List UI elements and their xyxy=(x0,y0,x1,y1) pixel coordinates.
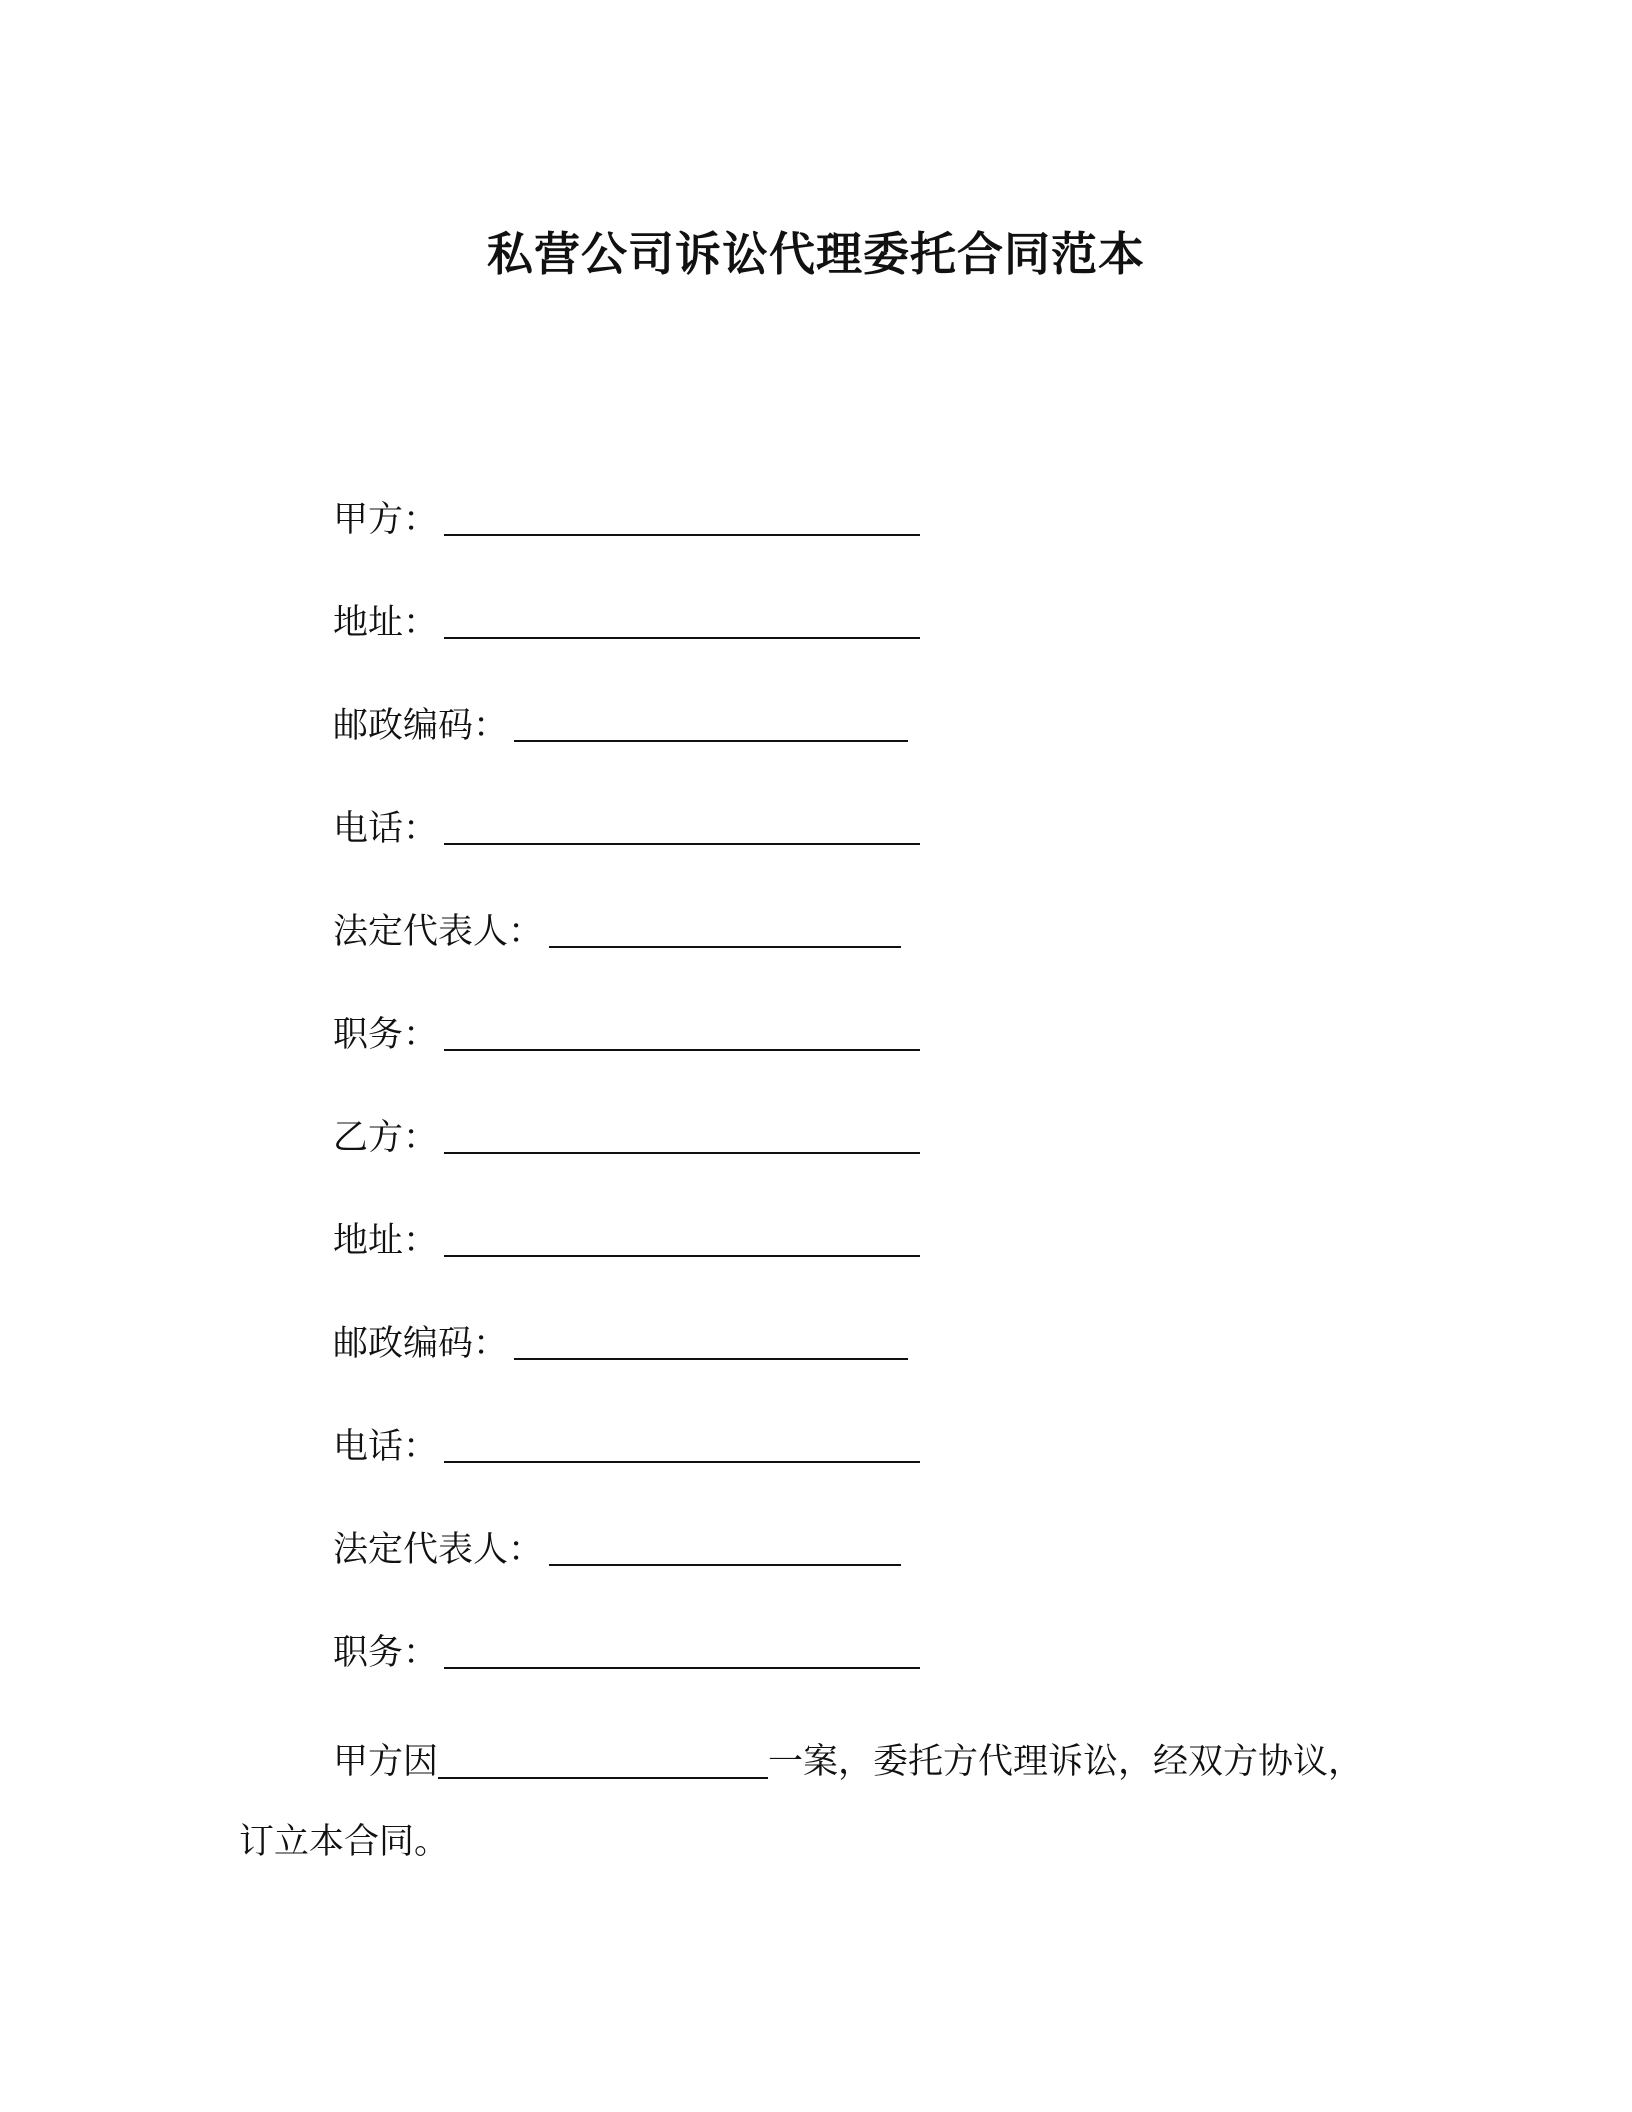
party-a-blank[interactable] xyxy=(444,498,920,536)
party-b-phone-field xyxy=(333,1417,920,1467)
party-b-legal-rep-label: 法定代表人： xyxy=(333,1530,544,1570)
party-a-postcode-label: 邮政编码： xyxy=(333,706,509,746)
party-a-position-blank[interactable] xyxy=(444,1013,920,1051)
party-b-blank[interactable] xyxy=(444,1116,920,1154)
party-a-legal-rep-label: 法定代表人： xyxy=(333,912,544,952)
party-b-postcode-blank[interactable] xyxy=(514,1322,908,1360)
party-a-position-label: 职务： xyxy=(333,1015,439,1055)
party-a-phone-label: 电话： xyxy=(333,809,439,849)
party-b-address-blank[interactable] xyxy=(444,1219,920,1257)
clause-text-start: 甲方因 xyxy=(333,1742,439,1782)
party-b-position-blank[interactable] xyxy=(444,1631,920,1669)
party-b-address-field xyxy=(333,1211,920,1261)
party-a-address-blank[interactable] xyxy=(444,601,920,639)
party-a-phone-blank[interactable] xyxy=(444,807,920,845)
party-b-postcode-field xyxy=(333,1314,908,1364)
party-a-legal-rep-blank[interactable] xyxy=(549,910,901,948)
party-a-address-field xyxy=(333,593,920,643)
party-b-phone-label: 电话： xyxy=(333,1427,439,1467)
case-name-blank[interactable] xyxy=(438,1741,768,1779)
party-a-legal-rep-field xyxy=(333,902,901,952)
party-a-address-label: 地址： xyxy=(333,603,439,643)
page-title: 私营公司诉讼代理委托合同范本 xyxy=(487,227,1145,281)
party-b-legal-rep-field xyxy=(333,1520,901,1570)
clause-text-second-line: 订立本合同。 xyxy=(239,1822,450,1862)
party-a-field xyxy=(333,490,920,540)
party-a-postcode-blank[interactable] xyxy=(514,704,908,742)
party-b-postcode-label: 邮政编码： xyxy=(333,1324,509,1364)
party-a-postcode-field xyxy=(333,696,908,746)
party-b-position-field xyxy=(333,1623,920,1673)
party-b-legal-rep-blank[interactable] xyxy=(549,1528,901,1566)
party-a-phone-field xyxy=(333,799,920,849)
clause-paragraph xyxy=(239,1722,1399,1882)
party-b-field xyxy=(333,1108,920,1158)
party-a-label: 甲方： xyxy=(333,500,439,540)
party-b-address-label: 地址： xyxy=(333,1221,439,1261)
clause-text-end: 一案，委托方代理诉讼，经双方协议， xyxy=(768,1742,1364,1782)
party-a-position-field xyxy=(333,1005,920,1055)
party-b-position-label: 职务： xyxy=(333,1633,439,1673)
party-b-phone-blank[interactable] xyxy=(444,1425,920,1463)
party-b-label: 乙方： xyxy=(333,1118,439,1158)
